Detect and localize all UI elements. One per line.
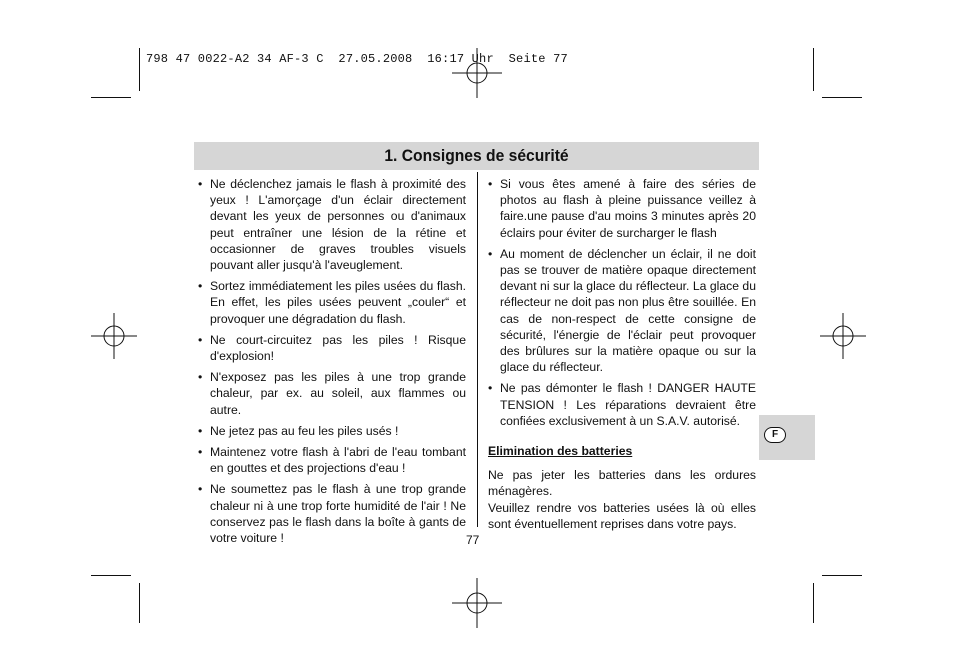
crop-mark-top-left-horizontal [91,97,131,98]
safety-item-text: Ne déclenchez jamais le flash à proximité des yeux ! L'amorçage d'un éclair directement devant les yeux de personnes ou d'animaux peut entraîner une lésion de la rétine et occasionner de graves troubles visuels pouvant aller jusqu'à l'aveuglement. [210,177,466,273]
safety-item [198,481,466,546]
safety-item [198,369,466,418]
safety-item-text: Maintenez votre flash à l'abri de l'eau tombant en gouttes et des projections d'eau ! [210,445,466,476]
safety-item-text: Sortez immédiatement les piles usées du flash. En effet, les piles usées peuvent „couler“ et provoquer une dégradation du flash. [210,279,466,326]
crop-mark-bottom-right-vertical [813,583,814,623]
safety-item [488,176,756,241]
crop-mark-top-left-vertical [139,48,140,91]
language-tab [759,415,815,460]
registration-mark-right [818,311,868,361]
right-column [488,176,756,532]
bullet-dot: • [488,246,493,261]
safety-item-text: Ne court-circuitez pas les piles ! Risque d'explosion! [210,332,466,364]
bullet-dot: • [198,423,203,438]
safety-item-text: Ne jetez pas au feu les piles usés ! [210,423,399,438]
bullet-dot: • [488,381,493,396]
safety-item-text: Ne soumettez pas le flash à une trop grande chaleur ni à une trop forte humidité de l'air ! Ne conservez pas le flash dans la boîte à gants de votre voiture ! [210,482,466,546]
safety-item-text: Au moment de déclencher un éclair, il ne doit pas se trouver de matière opaque directement devant ni sur la glace du réflecteur. La glace du réflecteur ne doit pas non plus être souillée. En cas de non-respect de cette consigne de sécurité, l'énergie de l'éclair peut provoquer des brûlures sur la matière opaque ou sur la glace du réflecteur. [500,246,756,375]
crop-mark-top-right-vertical [813,48,814,91]
crop-mark-bottom-left-vertical [139,583,140,623]
safety-item [198,444,466,476]
bullet-dot: • [198,332,203,347]
safety-item-text: Ne pas démonter le flash ! DANGER HAUTE TENSION ! Les réparations devraient être confiées exclusivement à un S.A.V. autorisé. [500,381,756,428]
crop-mark-bottom-left-horizontal [91,575,131,576]
safety-item [198,423,466,439]
bullet-dot: • [198,370,203,385]
print-header: 798 47 0022-A2 34 AF-3 C 27.05.2008 16:17 Uhr Seite 77 [146,52,568,66]
section-title: 1. Consignes de sécurité [384,146,569,165]
registration-mark-top [450,46,504,100]
registration-mark-bottom [450,576,504,630]
disposal-paragraph: Veuillez rendre vos batteries usées là où elles sont éventuellement reprises dans votre pays. [488,500,756,531]
disposal-paragraph: Ne pas jeter les batteries dans les ordures ménagères. [488,468,756,499]
bullet-dot: • [488,177,493,191]
column-divider [477,172,478,527]
bullet-dot: • [198,177,203,191]
bullet-dot: • [198,482,203,497]
crop-mark-top-right-horizontal [822,97,862,98]
section-title-band [194,142,759,170]
safety-item [198,176,466,273]
page-number: 77 [466,533,480,547]
bullet-dot: • [198,279,203,294]
safety-item-text: N'exposez pas les piles à une trop grande chaleur, par ex. au soleil, aux flammes ou autre. [210,370,466,417]
safety-item-text: Si vous êtes amené à faire des séries de photos au flash à pleine puissance veillez à faire.une pause d'au moins 3 minutes après 20 éclairs pour éviter de surcharger le flash [500,177,756,240]
safety-item [488,246,756,376]
crop-mark-bottom-right-horizontal [822,575,862,576]
disposal-heading: Elimination des batteries [488,444,633,459]
left-column [198,176,466,551]
language-badge: F [764,427,786,443]
bullet-dot: • [198,445,203,460]
registration-mark-left [89,311,139,361]
safety-item [488,380,756,429]
safety-item [198,278,466,327]
safety-item [198,332,466,364]
